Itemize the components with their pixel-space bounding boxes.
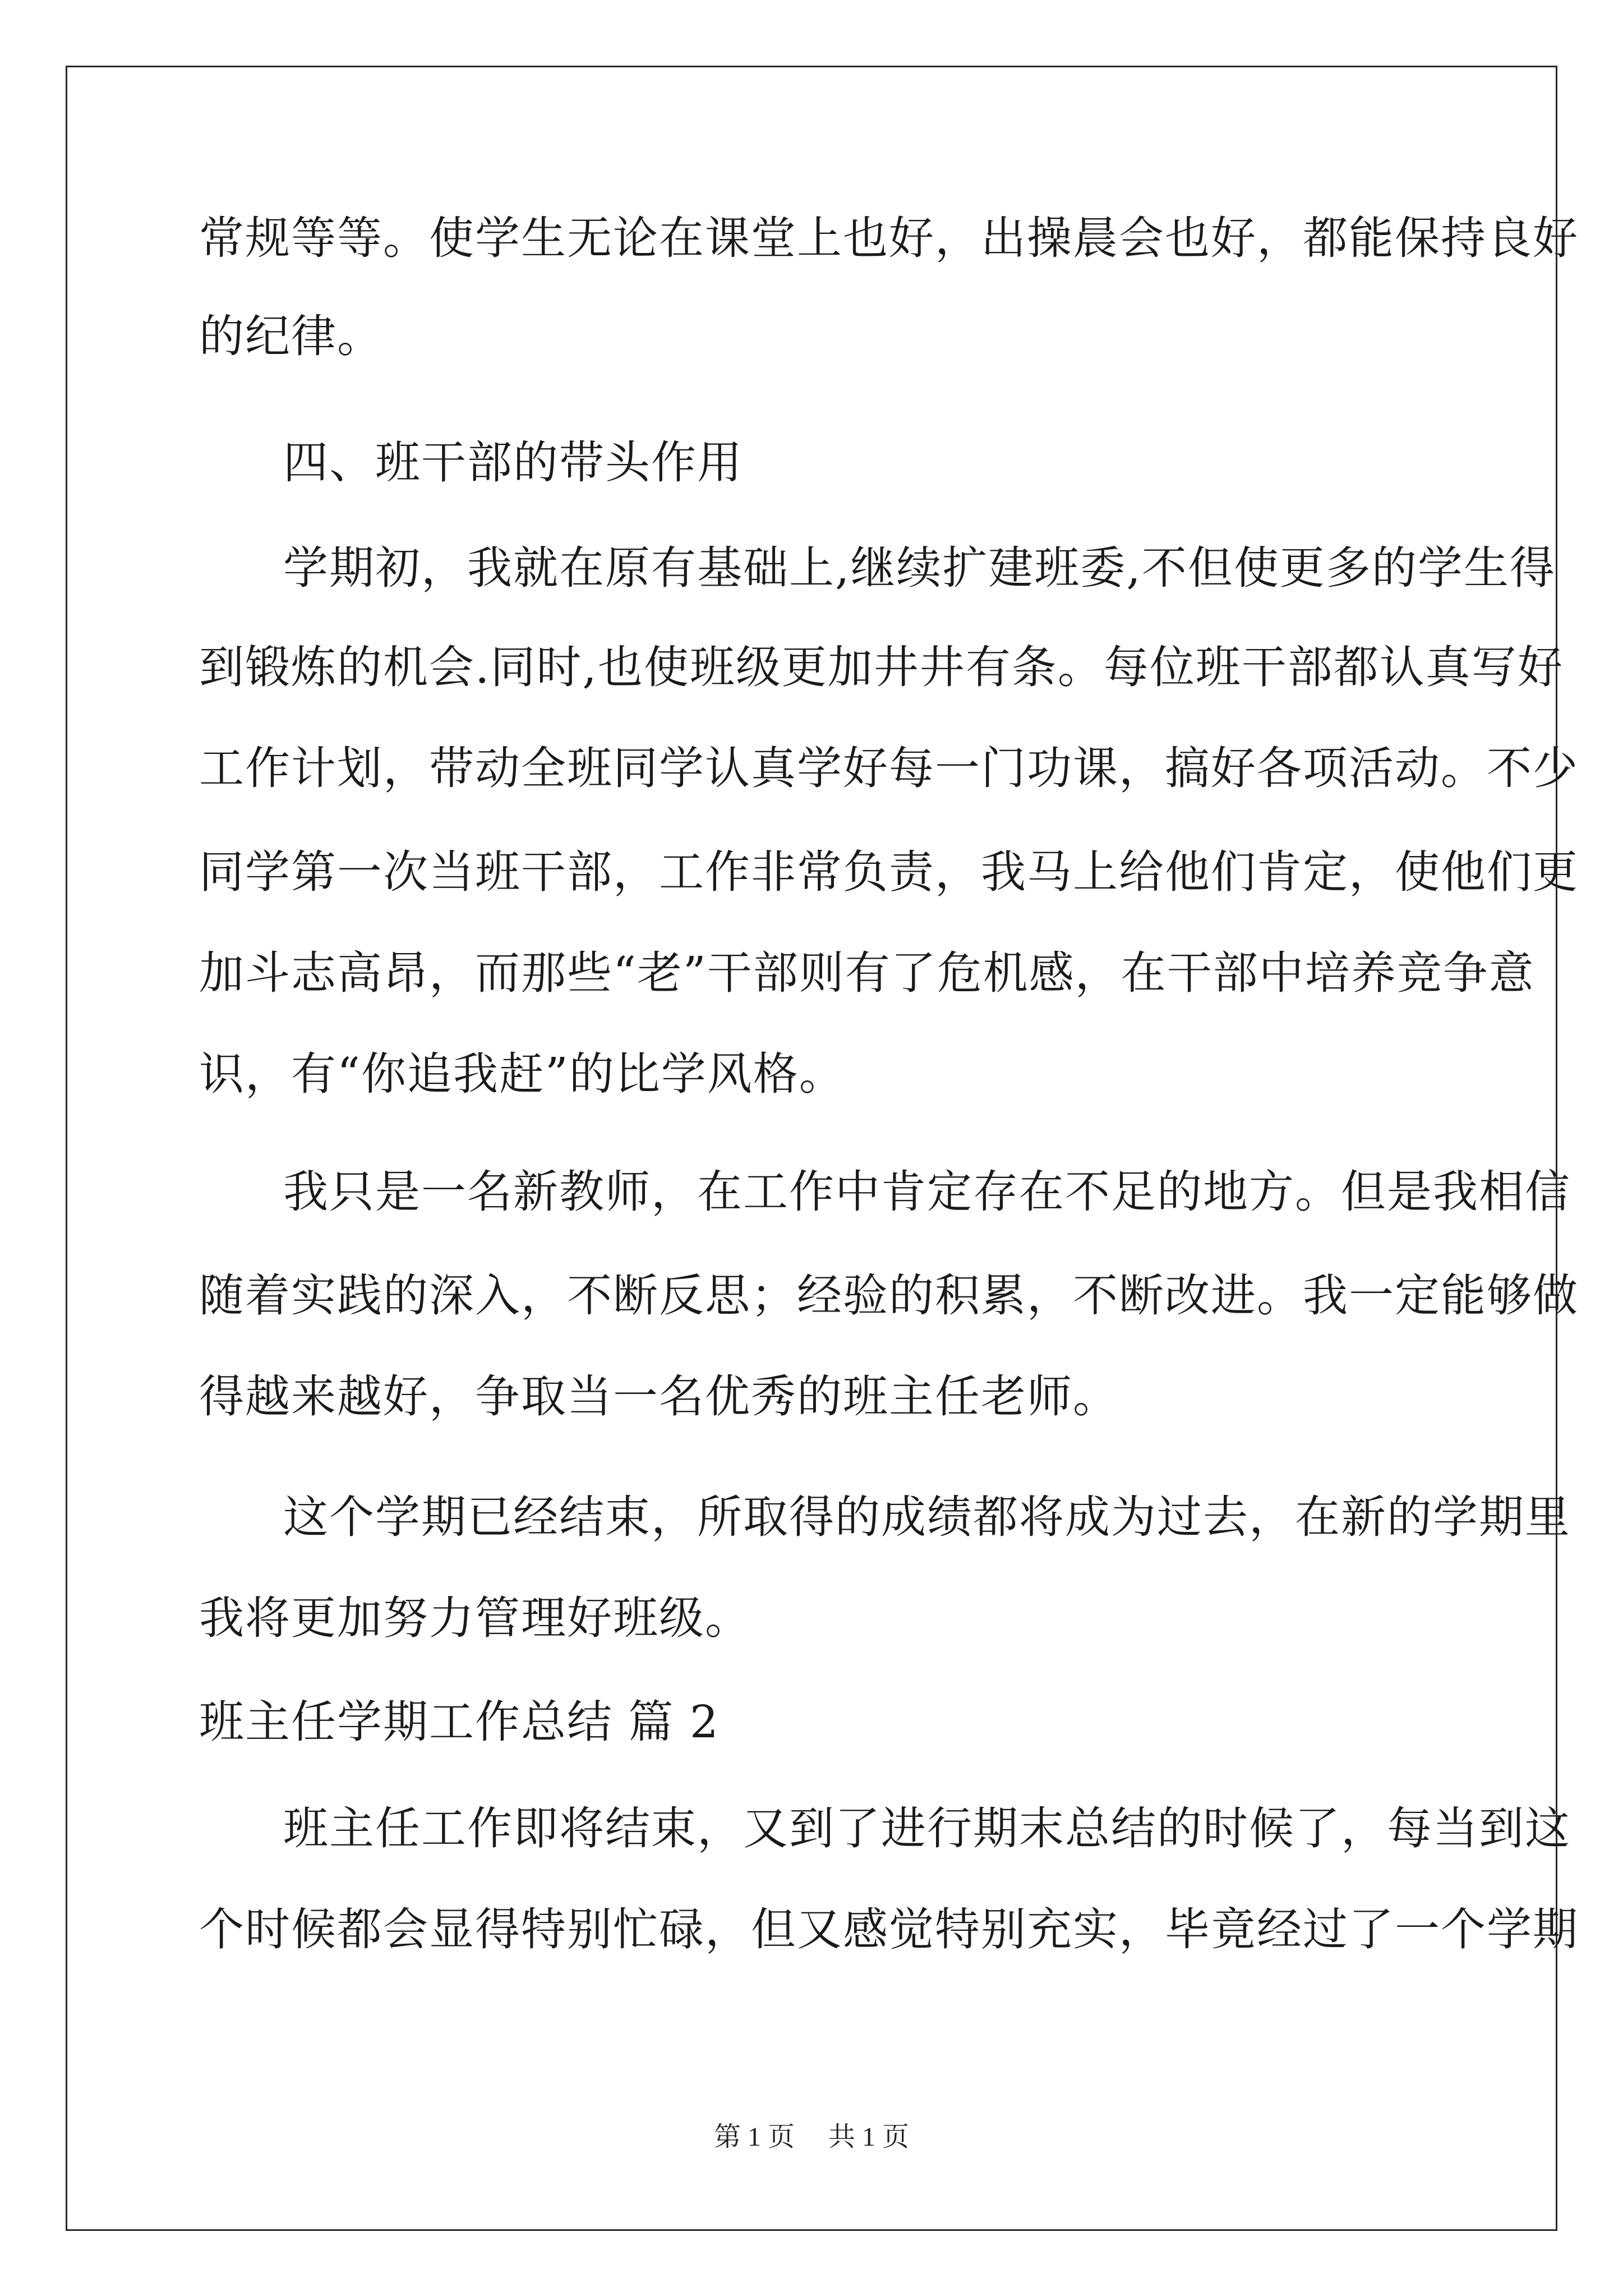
section-heading: 四、班干部的带头作用 (283, 436, 743, 489)
page-number: 第 1 页 (713, 2122, 795, 2152)
paragraph-line: 到锻炼的机会.同时,也使班级更加井井有条。每位班干部都认真写好 (199, 641, 1564, 693)
page-total: 共 1 页 (828, 2122, 910, 2152)
paragraph-line: 学期初，我就在原有基础上,继续扩建班委,不但使更多的学生得 (283, 542, 1556, 594)
paragraph-line: 这个学期已经结束，所取得的成绩都将成为过去，在新的学期里 (283, 1491, 1571, 1543)
section-title: 班主任学期工作总结 篇 2 (199, 1696, 720, 1748)
paragraph-line: 个时候都会显得特别忙碌，但又感觉特别充实，毕竟经过了一个学期 (199, 1903, 1579, 1955)
paragraph-line: 同学第一次当班干部，工作非常负责，我马上给他们肯定，使他们更 (199, 846, 1579, 898)
paragraph-line: 识，有“你追我赶”的比学风格。 (199, 1048, 845, 1100)
paragraph-line: 加斗志高昂，而那些“老”干部则有了危机感，在干部中培养竞争意 (199, 947, 1535, 999)
paragraph-line: 我只是一名新教师，在工作中肯定存在不足的地方。但是我相信 (283, 1166, 1571, 1218)
paragraph-line: 常规等等。使学生无论在课堂上也好，出操晨会也好，都能保持良好 (199, 212, 1579, 264)
paragraph-line: 工作计划，带动全班同学认真学好每一门功课，搞好各项活动。不少 (199, 742, 1579, 794)
page-footer (0, 2120, 1623, 2154)
paragraph-line: 随着实践的深入，不断反思；经验的积累，不断改进。我一定能够做 (199, 1269, 1579, 1322)
paragraph-line: 的纪律。 (199, 310, 383, 362)
paragraph-line: 我将更加努力管理好班级。 (199, 1592, 751, 1644)
paragraph-line: 班主任工作即将结束，又到了进行期末总结的时候了，每当到这 (283, 1802, 1571, 1855)
paragraph-line: 得越来越好，争取当一名优秀的班主任老师。 (199, 1370, 1119, 1423)
